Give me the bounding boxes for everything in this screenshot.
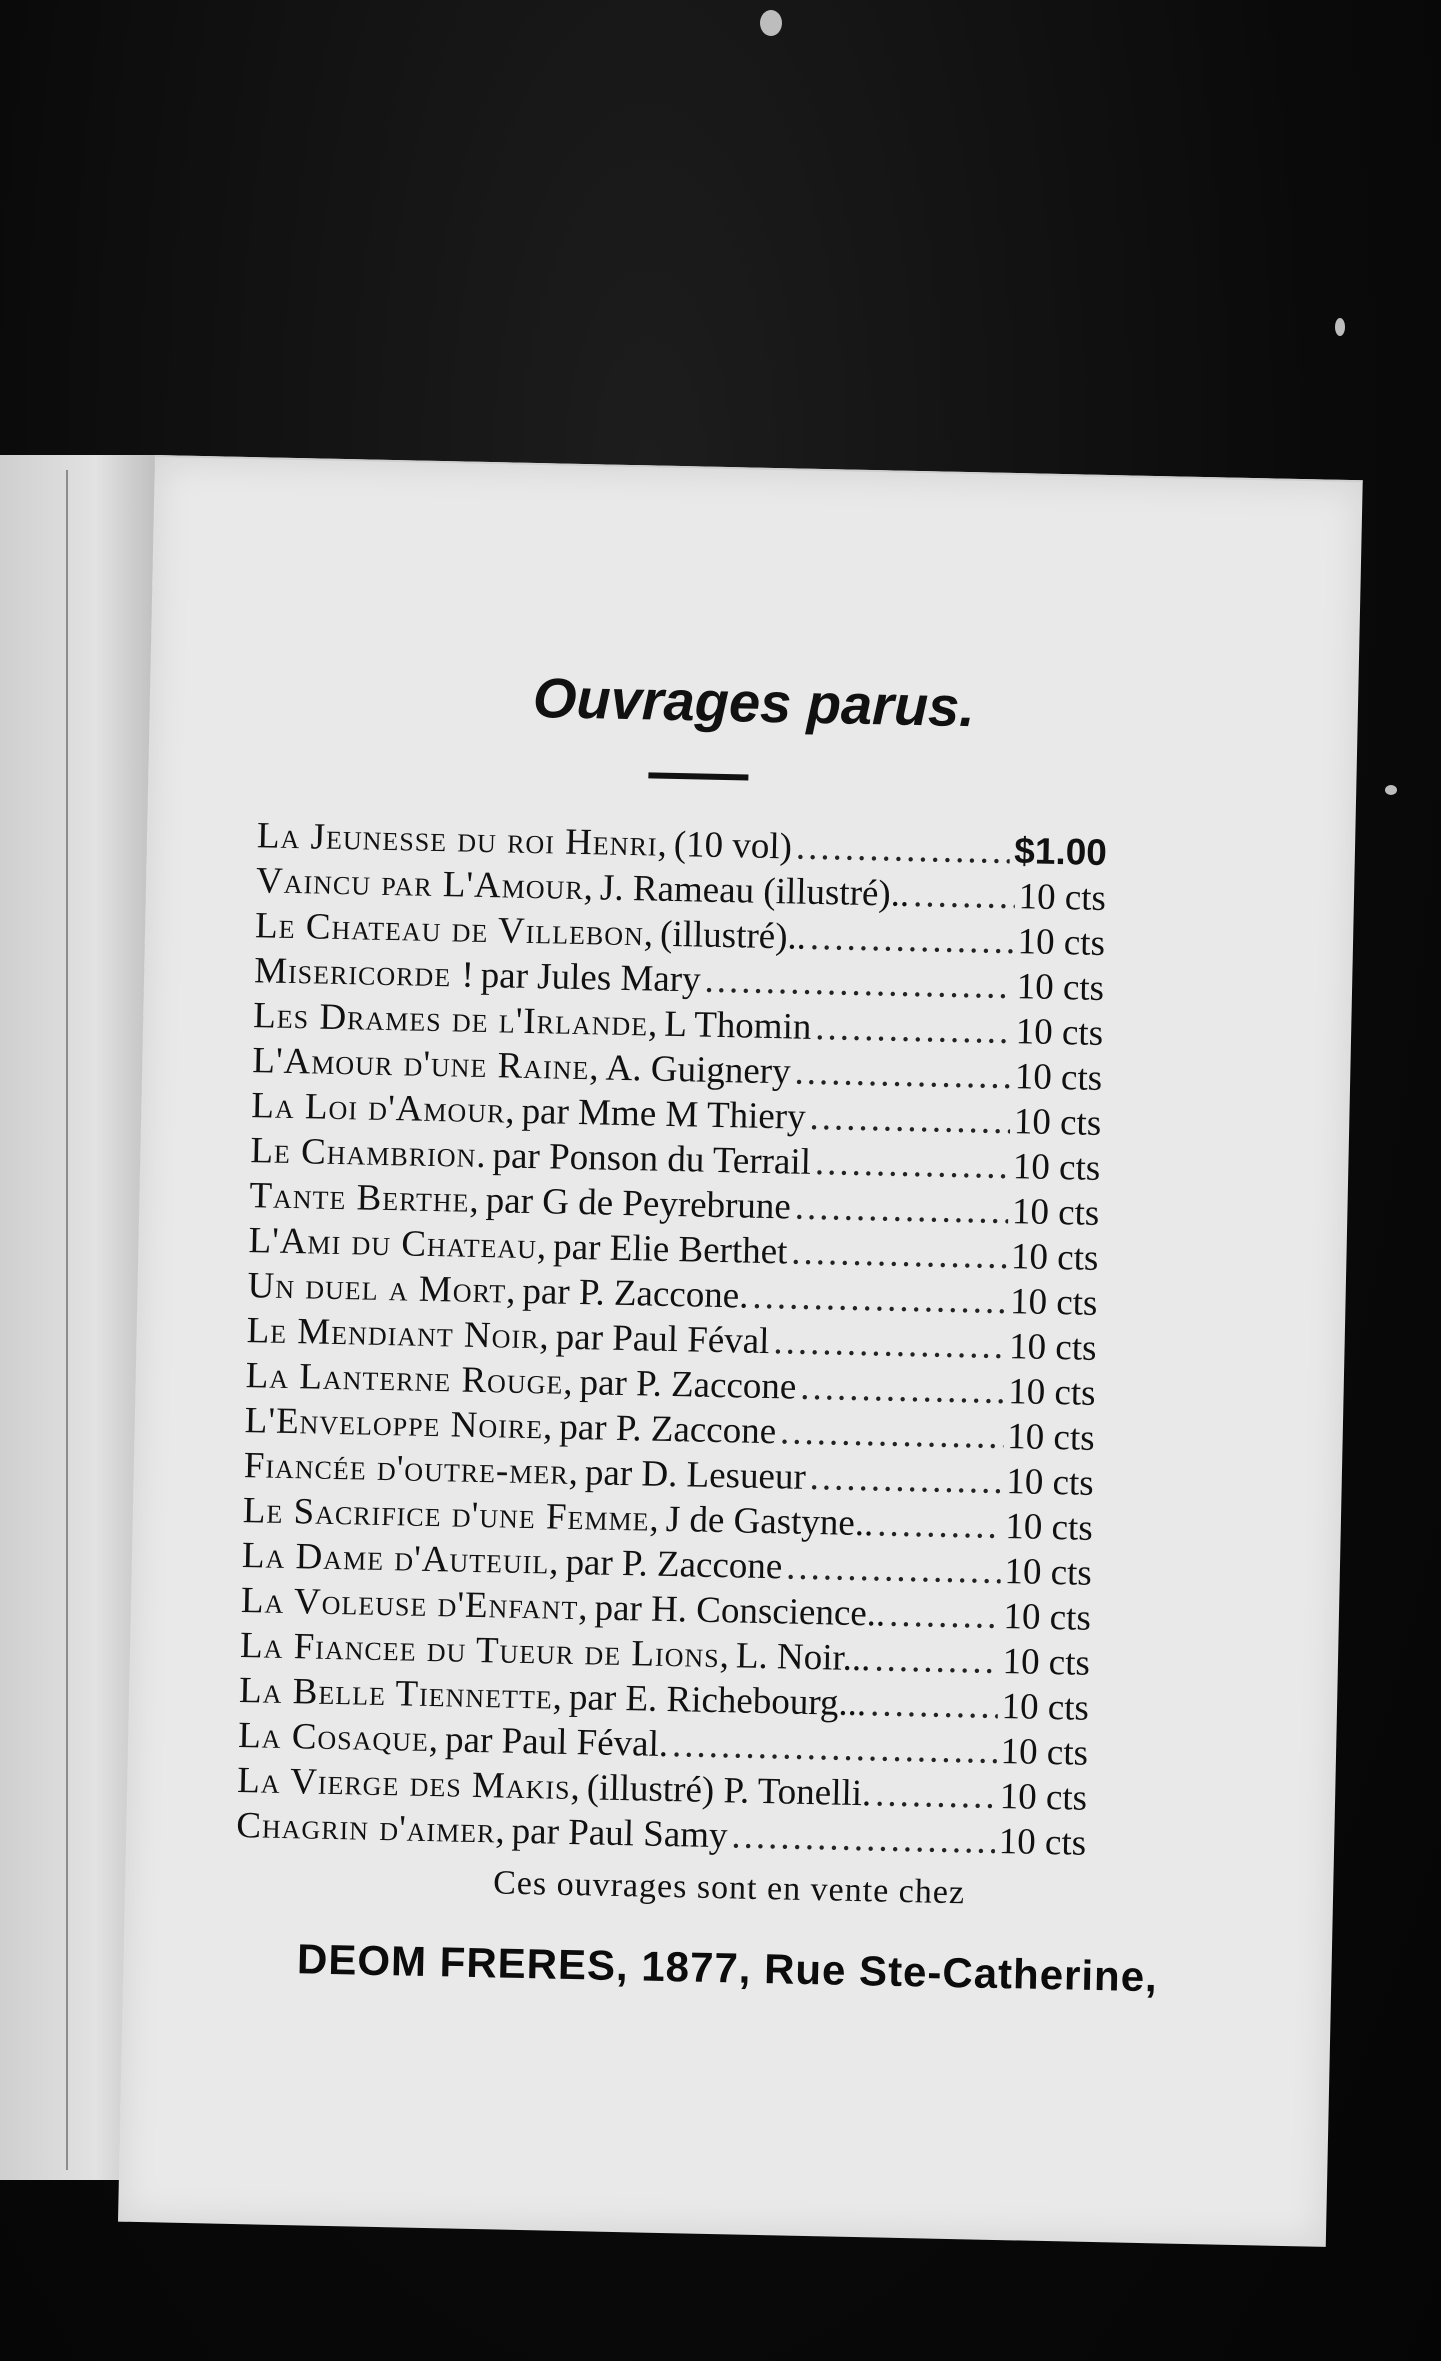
dot-leader [796,826,1011,873]
book-price: 10 cts [1014,1056,1103,1099]
book-author: L Thomin [663,1003,812,1048]
book-list [236,814,1107,1867]
book-price: 10 cts [999,1775,1088,1819]
dot-leader [794,1186,1008,1233]
book-title: Le Chateau de Villebon, [254,905,655,955]
dot-leader [913,873,1015,918]
dot-leader [786,1545,1001,1592]
book-price: 10 cts [1016,966,1105,1009]
dot-leader [780,1410,1004,1458]
book-author: par Paul Féval. [444,1719,669,1766]
book-title: L'Enveloppe Noire, [244,1400,554,1448]
dot-leader [809,1456,1002,1503]
book-author: par G de Peyrebrune [485,1180,792,1228]
book-page [118,455,1363,2247]
book-author: J. Rameau (illustré).. [599,867,910,915]
book-title: L'Ami du Chateau, [248,1220,548,1268]
book-author: par Jules Mary [480,954,702,1001]
book-price: 10 cts [1010,1236,1099,1279]
dust-speck [760,10,782,36]
book-author: par P. Zaccone [558,1406,777,1453]
book-price: 10 cts [1012,1146,1101,1189]
book-author: (10 vol) [673,823,793,868]
book-author: par P. Zaccone [565,1541,783,1588]
dot-leader [809,1096,1010,1143]
dot-leader [814,1141,1009,1188]
dot-leader [794,1051,1011,1099]
book-author: par P. Zaccone. [522,1270,749,1317]
title-divider [648,772,748,780]
book-price: 10 cts [1008,1326,1097,1369]
publisher-address: DEOM FRERES, 1877, Rue Ste-Catherine, [296,1935,1159,2001]
book-author: par D. Lesueur [584,1452,807,1498]
dot-leader [704,959,1013,1008]
dot-leader [800,1366,1005,1413]
book-price: 10 cts [1011,1191,1100,1234]
book-price: 10 cts [998,1820,1087,1864]
book-price: 10 cts [1004,1506,1094,1549]
book-title: Un duel a Mort, [247,1265,517,1312]
book-price: 10 cts [1004,1551,1093,1594]
book-price: 10 cts [1003,1596,1092,1639]
dot-leader [791,1231,1008,1279]
book-title: La Cosaque, [237,1715,440,1761]
book-title: Fiancée d'outre-mer, [243,1445,580,1494]
dot-leader [815,1006,1012,1053]
book-author: par Elie Berthet [552,1226,788,1273]
book-title: La Lanterne Rouge, [245,1355,575,1403]
book-title: La Fiancee du Tueur de Lions, [239,1625,731,1677]
book-title: La Vierge des Makis, [236,1760,582,1809]
page-fold-line [66,470,68,2170]
book-title: Le Sacrifice d'une Femme, [242,1490,661,1540]
dot-leader [752,1275,1007,1323]
book-price: $1.00 [1013,830,1108,874]
book-author: (illustré).. [659,913,807,958]
book-title: La Belle Tiennette, [238,1670,564,1718]
book-price: 10 cts [1013,1101,1102,1144]
book-title: L'Amour d'une Raine, [251,1040,601,1089]
book-author: par H. Conscience.. [594,1587,886,1635]
dot-leader [874,1637,999,1683]
book-price: 10 cts [1001,1686,1090,1729]
dot-leader [870,1682,998,1728]
book-author: par Mme M Thiery [521,1090,806,1138]
book-price: 10 cts [1005,1461,1095,1504]
book-author: (illustré) P. Tonelli. [586,1767,872,1815]
book-author: L. Noir... [735,1635,871,1680]
book-author: J de Gastyne.. [665,1498,874,1545]
dot-leader [875,1772,996,1818]
dot-leader [773,1320,1006,1368]
book-title: Tante Berthe, [249,1175,481,1221]
book-title: Chagrin d'aimer, [235,1805,507,1852]
book-title: Le Mendiant Noir, [246,1310,551,1358]
dot-leader [877,1502,1002,1548]
book-title: La Jeunesse du roi Henri, [256,815,669,865]
book-price: 10 cts [1017,921,1106,964]
book-price: 10 cts [1015,1011,1104,1054]
dot-leader [889,1593,1000,1638]
book-price: 10 cts [1007,1371,1096,1414]
book-price: 10 cts [1000,1730,1089,1774]
book-title: Les Drames de l'Irlande, [252,995,659,1045]
book-title: Misericorde ! [253,950,476,996]
book-title: La Dame d'Auteuil, [241,1535,560,1583]
page-title: Ouvrages parus. [532,665,976,739]
book-title: Vaincu par L'Amour, [255,860,595,909]
book-author: par P. Zaccone [579,1362,797,1408]
book-title: La Voleuse d'Enfant, [240,1580,590,1629]
dust-speck [1335,318,1345,336]
dot-leader [810,916,1015,963]
book-price: 10 cts [1002,1641,1091,1684]
book-title: Le Chambrion. [250,1130,488,1177]
sale-note: Ces ouvrages sont en vente chez [492,1864,966,1912]
book-title: La Loi d'Amour, [250,1085,517,1132]
book-author: par E. Richebourg... [568,1676,867,1725]
dust-speck [1385,785,1397,795]
book-author: par Paul Samy [511,1810,728,1857]
book-author: par Paul Féval [555,1316,770,1363]
dot-leader [731,1814,995,1863]
book-author: par Ponson du Terrail [492,1135,812,1183]
book-price: 10 cts [1006,1416,1096,1459]
book-price: 10 cts [1009,1281,1098,1324]
dot-leader [672,1723,997,1773]
book-price: 10 cts [1018,876,1107,920]
book-author: A. Guignery [605,1047,792,1093]
